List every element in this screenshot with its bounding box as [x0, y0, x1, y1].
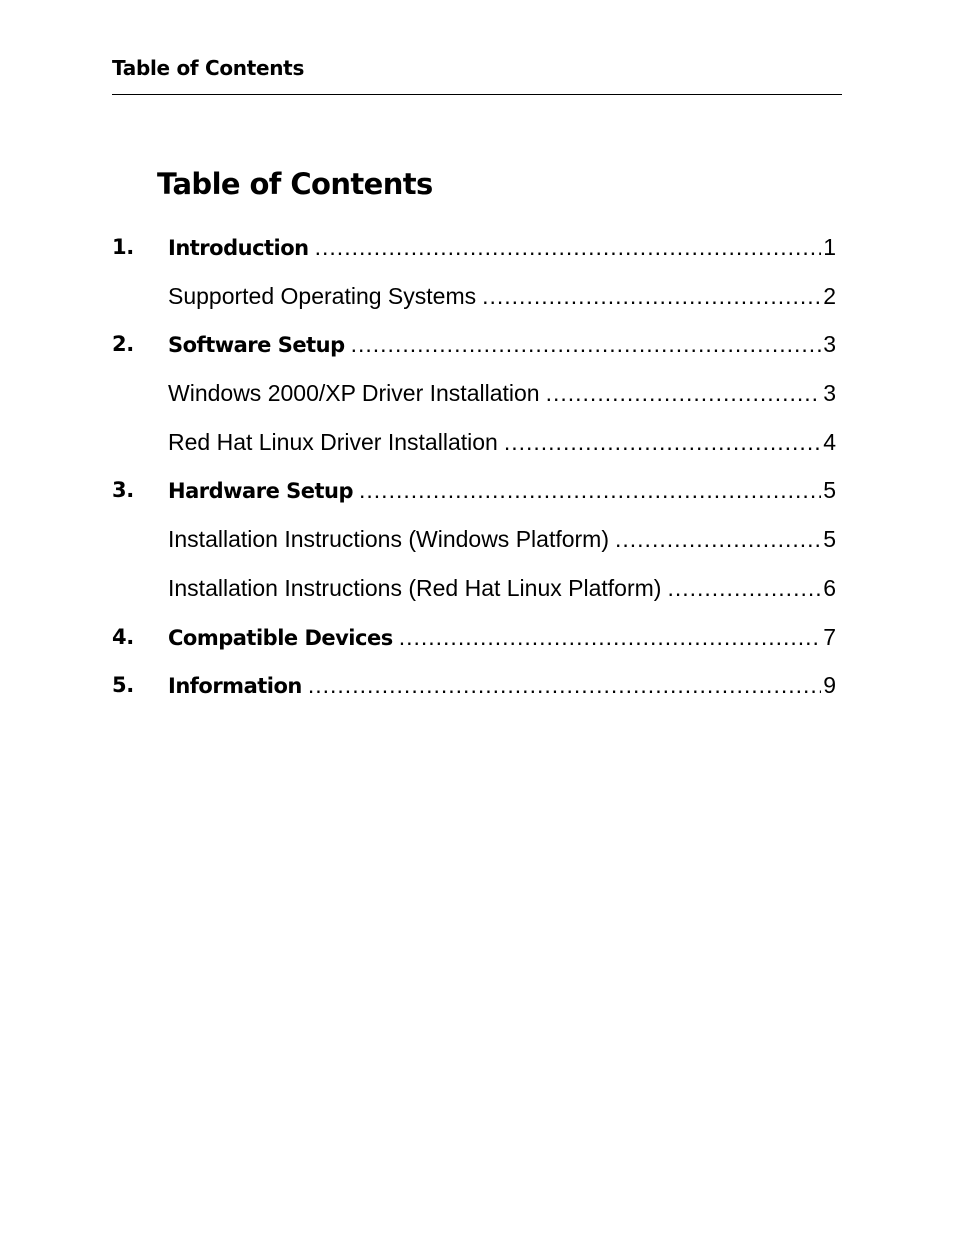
- dot-leader: [504, 428, 821, 456]
- dot-leader: [482, 282, 821, 310]
- toc-entry-label[interactable]: Installation Instructions (Windows Platform): [168, 525, 615, 553]
- dot-leader: [399, 623, 822, 651]
- toc-entry-windows-driver-installation[interactable]: [112, 375, 836, 424]
- dot-leader: [308, 671, 821, 699]
- toc-entry-introduction[interactable]: [112, 229, 836, 278]
- toc-entry-page: 5: [823, 477, 836, 504]
- toc-entry-label[interactable]: Hardware Setup: [168, 477, 359, 505]
- toc-entry-label[interactable]: Windows 2000/XP Driver Installation: [168, 379, 546, 407]
- toc-entry-label[interactable]: Red Hat Linux Driver Installation: [168, 428, 504, 456]
- toc-entry-page: 5: [823, 526, 836, 553]
- toc-entry-red-hat-driver-installation[interactable]: [112, 424, 836, 473]
- toc-entry-number: 5.: [112, 673, 134, 698]
- toc-entry-number: 1.: [112, 235, 134, 259]
- dot-leader: [359, 476, 821, 504]
- toc-entry-installation-windows[interactable]: [112, 521, 836, 570]
- toc-entry-compatible-devices[interactable]: [112, 619, 836, 668]
- toc-entry-page: 3: [823, 380, 836, 407]
- toc-entry-label[interactable]: Compatible Devices: [168, 624, 399, 652]
- toc-entry-page: 9: [823, 672, 836, 699]
- table-of-contents: [112, 229, 836, 716]
- dot-leader: [667, 574, 821, 602]
- toc-entry-page: 4: [823, 428, 836, 455]
- toc-entry-installation-red-hat[interactable]: [112, 570, 836, 619]
- dot-leader: [315, 233, 822, 261]
- toc-entry-label[interactable]: Introduction: [168, 234, 315, 262]
- dot-leader: [351, 330, 822, 358]
- toc-entry-label[interactable]: Supported Operating Systems: [168, 282, 482, 310]
- toc-entry-number: 2.: [112, 332, 134, 357]
- toc-entry-label[interactable]: Software Setup: [168, 331, 351, 359]
- running-header-title: Table of Contents: [112, 56, 305, 80]
- dot-leader: [615, 525, 821, 553]
- dot-leader: [546, 379, 822, 407]
- toc-entry-software-setup[interactable]: [112, 326, 836, 375]
- toc-entry-label[interactable]: Information: [168, 672, 308, 700]
- toc-entry-page: 7: [823, 623, 836, 650]
- header-divider: [112, 94, 842, 95]
- toc-entry-label[interactable]: Installation Instructions (Red Hat Linux Platform): [168, 574, 667, 602]
- toc-entry-supported-operating-systems[interactable]: [112, 278, 836, 327]
- toc-entry-page: 2: [823, 282, 836, 309]
- toc-entry-number: 4.: [112, 624, 134, 649]
- toc-entry-page: 3: [823, 331, 836, 358]
- page-title: Table of Contents: [157, 167, 433, 201]
- toc-entry-hardware-setup[interactable]: [112, 472, 836, 521]
- toc-entry-information[interactable]: [112, 667, 836, 716]
- toc-entry-number: 3.: [112, 478, 134, 503]
- toc-entry-page: 6: [823, 574, 836, 601]
- toc-entry-page: 1: [823, 234, 836, 260]
